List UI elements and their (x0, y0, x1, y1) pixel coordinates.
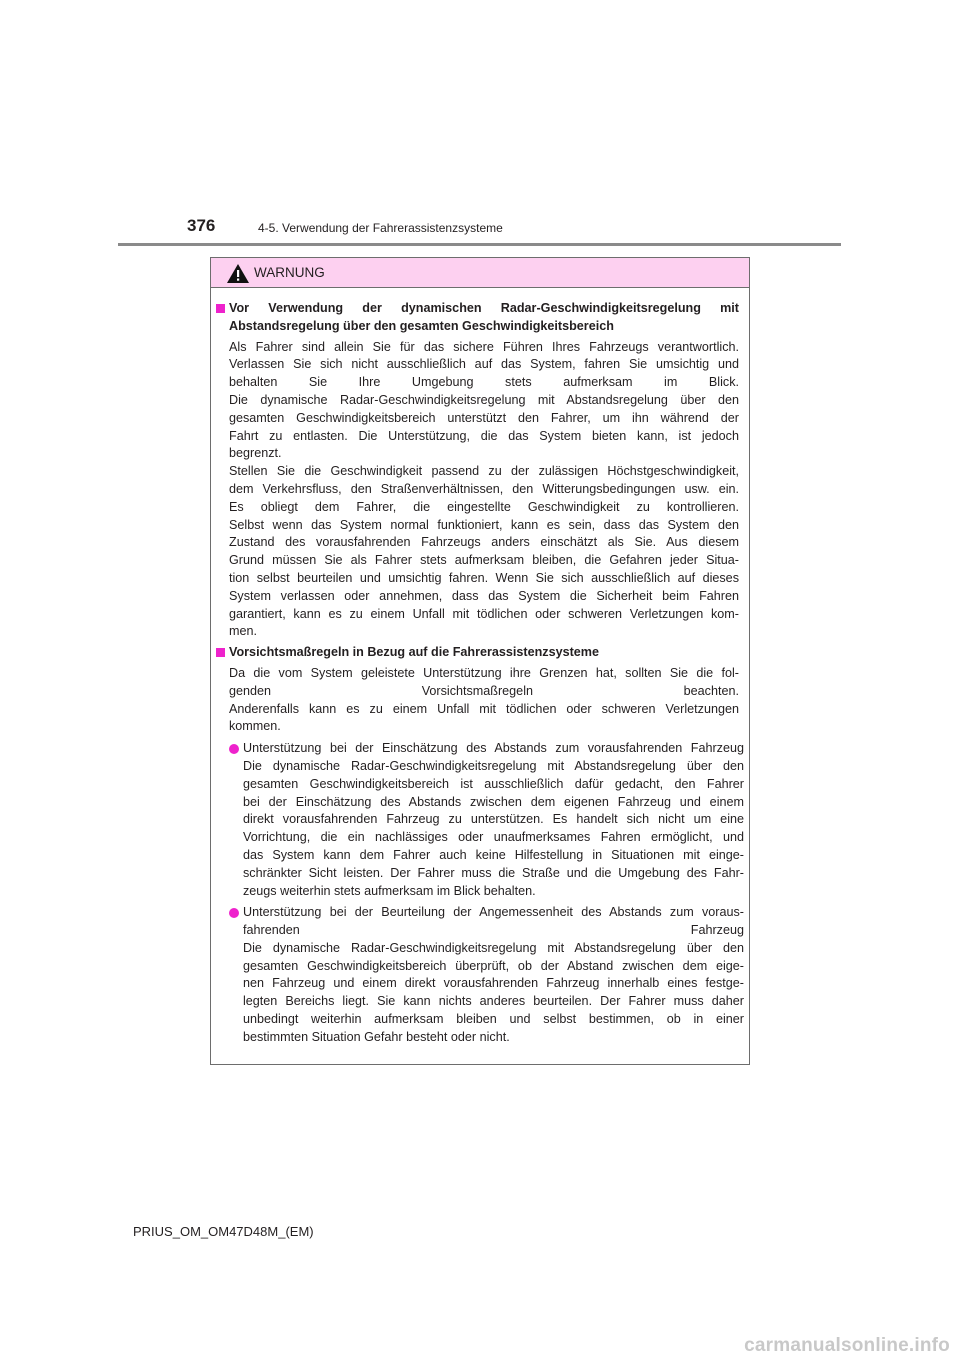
text-line: nen Fahrzeug und einem direkt vorausfahrenden Fahrzeug innerhalb eines festge- (243, 976, 744, 991)
warning-title: WARNUNG (254, 265, 325, 280)
warning-box (210, 257, 750, 1065)
text-line: legten Bereichs liegt. Sie kann nichts anderes beurteilen. Der Fahrer muss daher (243, 994, 744, 1009)
warning-content (229, 300, 744, 1047)
warning-paragraph (229, 665, 744, 736)
warning-header (211, 258, 749, 288)
text-line: gesamten Geschwindigkeitsbereich ist ausschließlich dafür gedacht, den Fahrer (243, 776, 744, 791)
text-line: direkt vorausfahrenden Fahrzeug zu unterstützen. Es handelt sich nicht um eine (243, 812, 744, 827)
text-line: begrenzt. (229, 446, 282, 461)
bullet-item (229, 904, 744, 1046)
text-line: Abstandsregelung über den gesamten Geschwindigkeitsbereich (229, 318, 614, 333)
warning-triangle-icon (227, 264, 249, 283)
header-divider (118, 243, 841, 246)
text-line: fahrenden Fahrzeug (243, 923, 744, 938)
section-heading (229, 300, 744, 336)
text-line: unbedingt weiterhin aufmerksam bleiben und selbst bestimmen, ob in einer (243, 1012, 744, 1027)
text-line: System verlassen oder annehmen, dass das System die Sicherheit beim Fahren (229, 588, 739, 603)
text-line: Fahrt zu entlasten. Die Unterstützung, die das System bieten kann, ist jedoch (229, 428, 739, 443)
square-bullet-icon (216, 304, 225, 313)
text-line: Selbst wenn das System normal funktioniert, kann es sein, dass das System den (229, 517, 739, 532)
page-number: 376 (187, 216, 216, 235)
text-line: Unterstützung bei der Einschätzung des Abstands zum vorausfahrenden Fahrzeug (243, 741, 744, 756)
text-line: men. (229, 624, 257, 639)
text-line: Als Fahrer sind allein Sie für das sichere Führen Ihres Fahrzeugs verantwortlich. (229, 339, 739, 354)
text-line: Zustand des vorausfahrenden Fahrzeugs anders einschätzt als Sie. Aus diesem (229, 535, 739, 550)
text-line: zeugs weiterhin stets aufmerksam im Blick behalten. (243, 883, 536, 898)
text-line: schränkter Sicht leisten. Der Fahrer muss die Straße und die Umgebung des Fahr- (243, 865, 744, 880)
text-line: gesamten Geschwindigkeitsbereich überprüft, ob der Abstand zwischen dem eige- (243, 958, 744, 973)
text-line: Vorsichtsmaßregeln in Bezug auf die Fahrerassistenzsysteme (229, 645, 600, 660)
text-line: bestimmten Situation Gefahr besteht oder nicht. (243, 1029, 510, 1044)
circle-bullet-icon (229, 744, 239, 754)
text-line: kommen. (229, 719, 281, 734)
square-bullet-icon (216, 648, 225, 657)
watermark: carmanualsonline.info (744, 1335, 950, 1356)
text-line: Es obliegt dem Fahrer, die eingestellte Geschwindigkeit zu kontrollieren. (229, 499, 739, 514)
document-id: PRIUS_OM_OM47D48M_(EM) (133, 1224, 314, 1239)
text-line: bei der Einschätzung des Abstands zwischen dem eigenen Fahrzeug und einem (243, 794, 744, 809)
text-line: Vor Verwendung der dynamischen Radar-Geschwindigkeitsregelung mit (229, 301, 739, 315)
section-heading (229, 644, 744, 662)
text-line: Anderenfalls kann es zu einem Unfall mit tödlichen oder schweren Verletzungen (229, 701, 739, 716)
text-line: Die dynamische Radar-Geschwindigkeitsregelung mit Abstandsregelung über den (243, 758, 744, 773)
text-line: Grund müssen Sie als Fahrer stets aufmerksam bleiben, die Gefahren jeder Situa- (229, 553, 739, 568)
text-line: garantiert, kann es zu einem Unfall mit tödlichen oder schweren Verletzungen kom- (229, 606, 739, 621)
text-line: Vorrichtung, die ein nachlässiges oder unaufmerksames Fahren ermöglicht, und (243, 830, 744, 845)
section-title: 4-5. Verwendung der Fahrerassistenzsysteme (258, 221, 503, 235)
text-line: genden Vorsichtsmaßregeln beachten. (229, 683, 739, 698)
text-line: Verlassen Sie sich nicht ausschließlich auf das System, fahren Sie umsichtig und (229, 357, 739, 372)
text-line: Die dynamische Radar-Geschwindigkeitsregelung mit Abstandsregelung über den (229, 392, 739, 407)
text-line: das System kann dem Fahrer auch keine Hilfestellung in Situationen mit einge- (243, 847, 744, 862)
text-line: tion selbst beurteilen und umsichtig fahren. Wenn Sie sich ausschließlich auf dieses (229, 570, 739, 585)
text-line: gesamten Geschwindigkeitsbereich unterstützt den Fahrer, um ihn während der (229, 410, 739, 425)
text-line: Stellen Sie die Geschwindigkeit passend zu der zulässigen Höchstgeschwindigkeit, (229, 464, 739, 479)
text-line: Die dynamische Radar-Geschwindigkeitsregelung mit Abstandsregelung über den (243, 940, 744, 955)
bullet-item (229, 740, 744, 900)
text-line: behalten Sie Ihre Umgebung stets aufmerksam im Blick. (229, 375, 739, 390)
warning-paragraph (229, 339, 744, 642)
text-line: Unterstützung bei der Beurteilung der Angemessenheit des Abstands zum voraus- (243, 905, 744, 920)
circle-bullet-icon (229, 908, 239, 918)
text-line: dem Verkehrsfluss, den Straßenverhältnissen, den Witterungsbedingungen usw. ein. (229, 481, 739, 496)
text-line: Da die vom System geleistete Unterstützung ihre Grenzen hat, sollten Sie die fol- (229, 665, 739, 680)
